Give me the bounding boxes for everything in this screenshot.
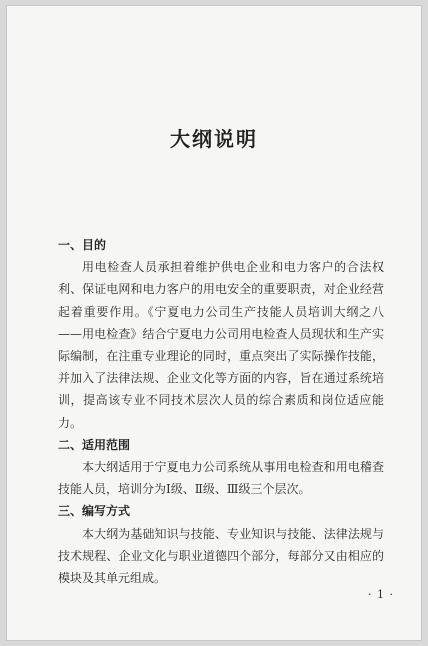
page-number: · 1 · — [368, 588, 394, 601]
section-heading-method: 三、编写方式 — [58, 504, 131, 519]
section-paragraph-scope: 本大纲适用于宁夏电力公司系统从事用电检查和用电稽查技能人员，培训分为Ⅰ级、Ⅱ级、Ⅲ级三个层次。 — [58, 460, 384, 497]
section-heading-scope: 二、适用范围 — [58, 437, 131, 452]
document-page — [6, 5, 422, 641]
section-paragraph-purpose: 用电检查人员承担着维护供电企业和电力客户的合法权利、保证电网和电力客户的用电安全的重要职责，对企业经营起着重要作用。《宁夏电力公司生产技能人员培训大纲之八——用电检查》结合宁夏电力公司用电检查人员现状和生产实际编制，在注重专业理论的同时，重点突出了实际操作技能，并加入了法律法规、企业文化等方面的内容，旨在通过系统培训，提高该专业不同技术层次人员的综合素质和岗位适应能力。 — [58, 260, 384, 430]
section-heading-purpose: 一、目的 — [58, 238, 107, 252]
document-body — [58, 234, 384, 589]
section-paragraph-method: 本大纲为基础知识与技能、专业知识与技能、法律法规与技术规程、企业文化与职业道德四个部分，每部分又由相应的模块及其单元组成。 — [58, 526, 384, 586]
page-title: 大纲说明 — [170, 127, 258, 151]
